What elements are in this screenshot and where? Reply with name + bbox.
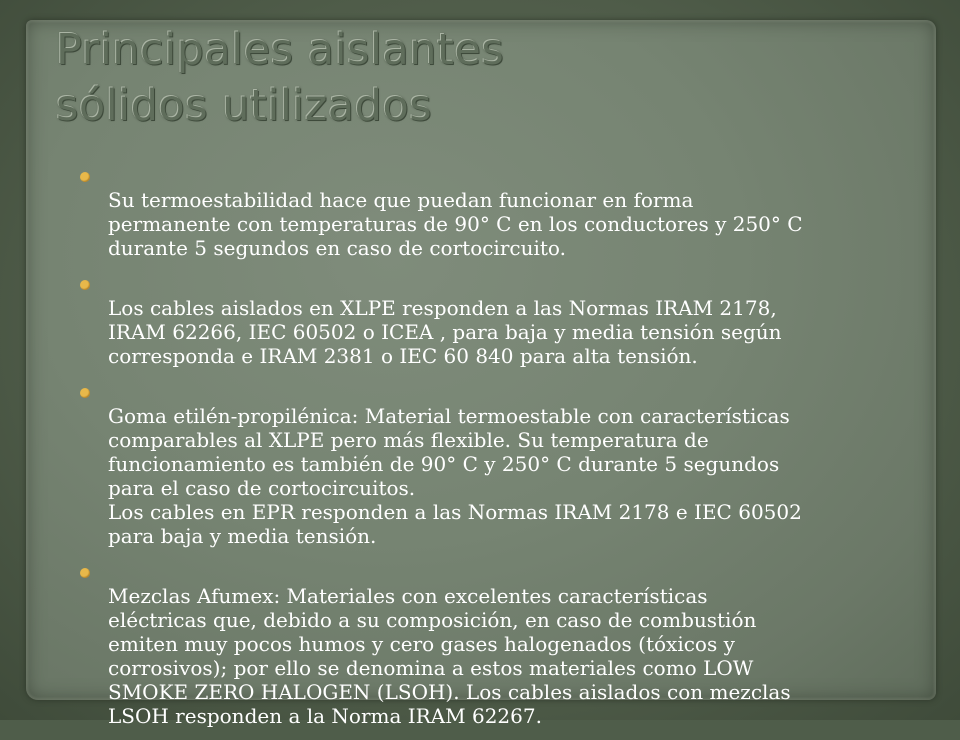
- bullet-item: [78, 560, 888, 728]
- bullet-item: [78, 272, 888, 368]
- bullet-item: [78, 164, 888, 260]
- slide-title-line-1: Principales aislantes: [56, 25, 505, 75]
- bullet-item: [78, 380, 888, 548]
- bullet-list: [78, 164, 888, 740]
- bullet-dot-icon: [80, 172, 90, 182]
- bullet-text: Su termoestabilidad hace que puedan funcionar en forma permanente con temperaturas de 90° C en los conductores y 250° C durante 5 segundos en caso de cortocircuito.: [108, 188, 803, 260]
- slide-title-line-2: sólidos utilizados: [56, 81, 433, 131]
- bullet-dot-icon: [80, 568, 90, 578]
- bullet-dot-icon: [80, 280, 90, 290]
- bullet-text: Goma etilén-propilénica: Material termoestable con características comparables al XLPE pero más flexible. Su temperatura de funcionamiento es también de 90° C y 250° C durante 5 segundos para el caso de cortocircuitos. Los cables en EPR responden a las Normas IRAM 2178 e IEC 60502 para baja y media tensión.: [108, 404, 802, 548]
- slide-title: [56, 22, 916, 134]
- bullet-text: Mezclas Afumex: Materiales con excelentes características eléctricas que, debido a su composición, en caso de combustión emiten muy pocos humos y cero gases halogenados (tóxicos y corrosivos); por ello se denomina a estos materiales como LOW SMOKE ZERO HALOGEN (LSOH). Los cables aislados con mezclas LSOH responden a la Norma IRAM 62267.: [108, 584, 791, 728]
- bullet-dot-icon: [80, 388, 90, 398]
- bullet-text: Los cables aislados en XLPE responden a las Normas IRAM 2178, IRAM 62266, IEC 60502 o ICEA , para baja y media tensión según corresponda e IRAM 2381 o IEC 60 840 para alta tensión.: [108, 296, 782, 368]
